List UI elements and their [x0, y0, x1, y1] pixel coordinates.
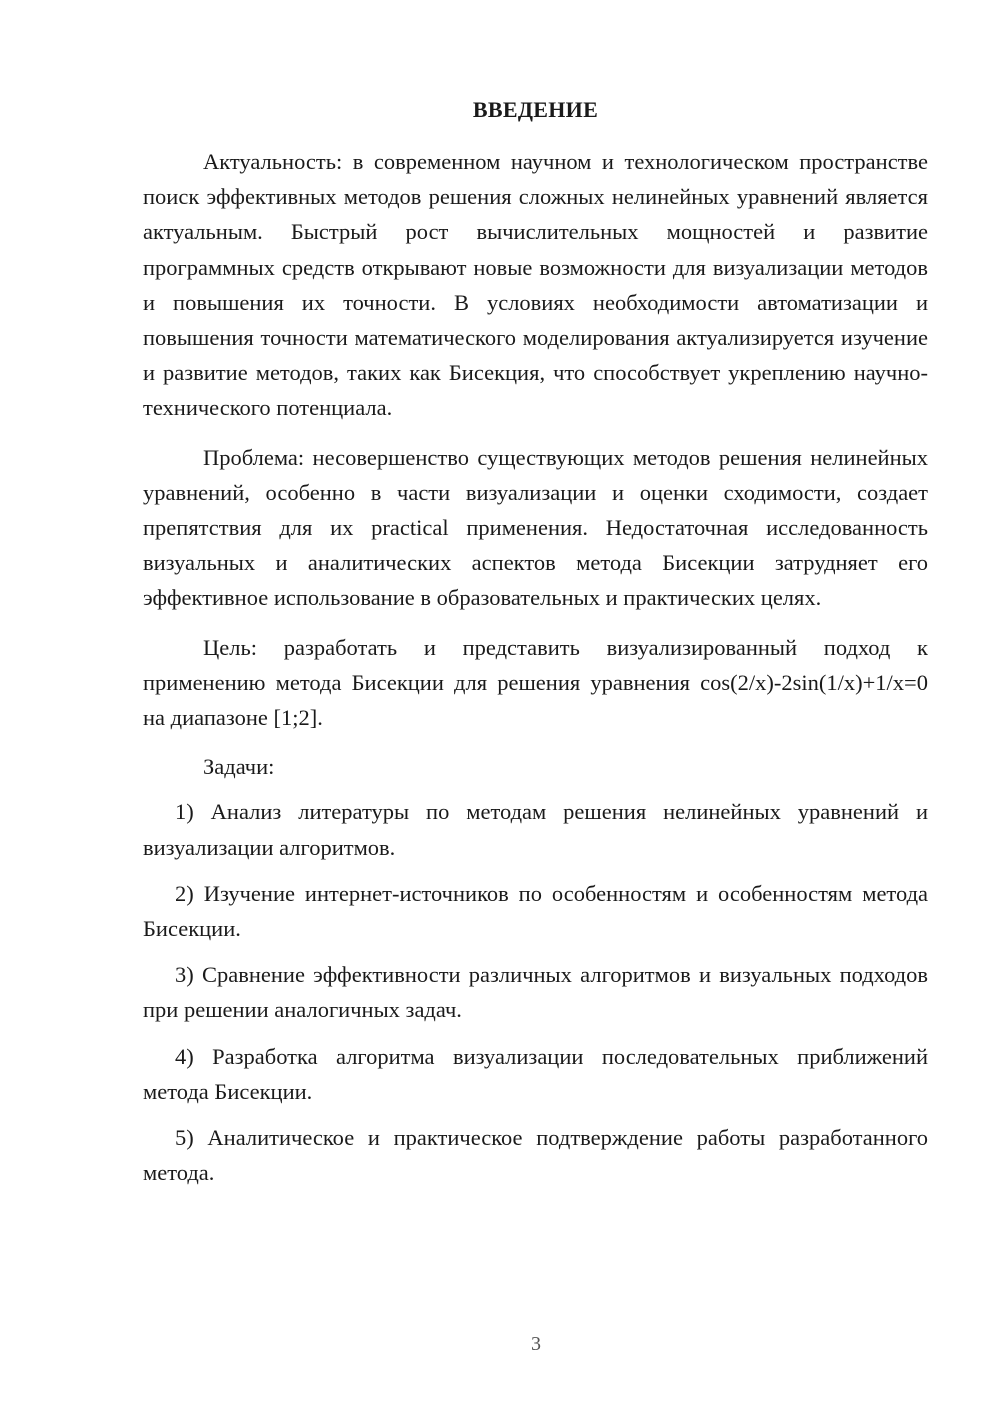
problem-paragraph: Проблема: несовершенство существующих методов решения нелинейных уравнений, особенно в части визуализации и оценки сходимости, создает препятствия для их practical применения. Недостаточная исследованность визуальных и аналитических аспектов метода Бисекции затрудняет его эффективное использование в образовательных и практических целях.	[143, 444, 928, 611]
task-item-1: 1) Анализ литературы по методам решения нелинейных уравнений и визуализации алгоритмов.	[143, 799, 928, 860]
tasks-label: Задачи:	[203, 754, 275, 780]
task-item-5: 5) Аналитическое и практическое подтверждение работы разработанного метода.	[143, 1125, 928, 1186]
document-page	[143, 92, 928, 1201]
task-item-4: 4) Разработка алгоритма визуализации последовательных приближений метода Бисекции.	[143, 1043, 928, 1104]
task-item-2: 2) Изучение интернет-источников по особенностям и особенностям метода Бисекции.	[143, 880, 928, 942]
section-heading: ВВЕДЕНИЕ	[472, 97, 599, 122]
page-number: 3	[531, 1333, 541, 1355]
relevance-paragraph: Актуальность: в современном научном и технологическом пространстве поиск эффективных методов решения сложных нелинейных уравнений является актуальным. Быстрый рост вычислительных мощностей и развитие программных средств открывают новые возможности для визуализации методов и повышения их точности. В условиях необходимости автоматизации и повышения точности математического моделирования актуализируется изучение и развитие методов, таких как Бисекция, что способствует укреплению научно-технического потенциала.	[143, 149, 928, 421]
goal-paragraph: Цель: разработать и представить визуализированный подход к применению метода Бисекции для решения уравнения cos(2/x)-2sin(1/x)+1/x=0 на диапазоне [1;2].	[143, 634, 928, 731]
task-item-3: 3) Сравнение эффективности различных алгоритмов и визуальных подходов при решении аналогичных задач.	[143, 962, 928, 1023]
